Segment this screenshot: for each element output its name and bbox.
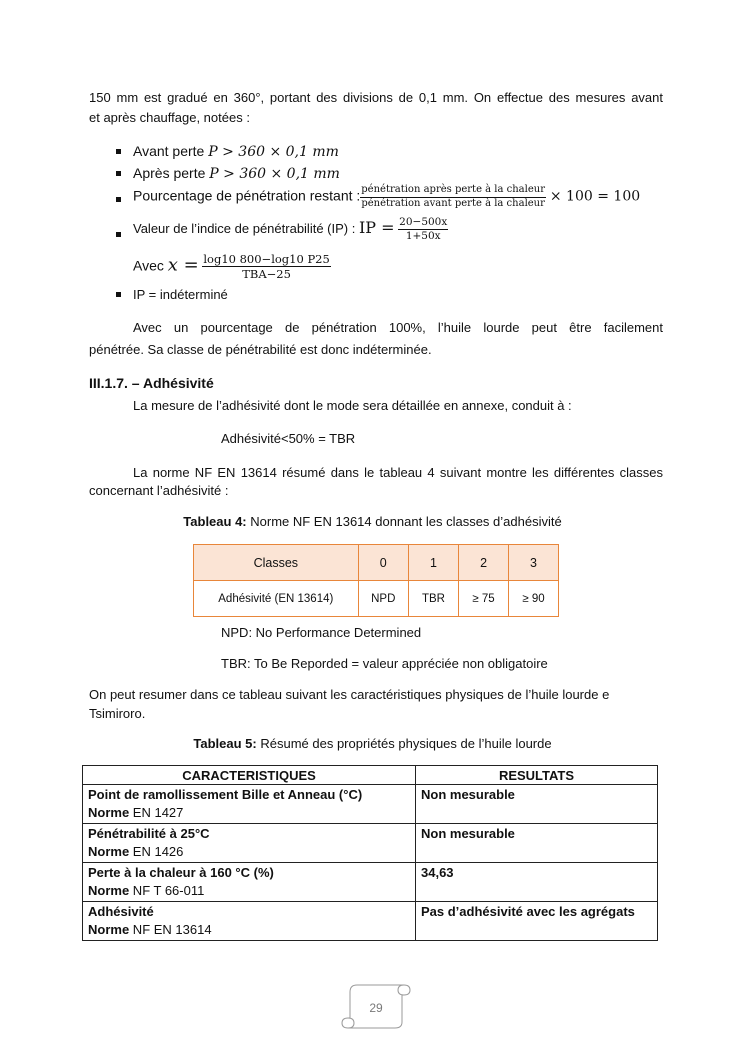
pourcentage-numerator: pénétration après perte à la chaleur bbox=[360, 184, 546, 198]
section-heading: III.1.7. – Adhésivité bbox=[89, 375, 214, 391]
table5-row bbox=[83, 863, 658, 902]
bullet-avant-perte bbox=[133, 143, 339, 160]
bullet-ip bbox=[133, 216, 448, 243]
para1-line-2: pénétrée. Sa classe de pénétrabilité est donc indéterminée. bbox=[89, 342, 432, 357]
section-para-line-1: La norme NF EN 13614 résumé dans le tableau 4 suivant montre les différentes classes bbox=[133, 465, 663, 480]
bullet-marker bbox=[116, 292, 121, 297]
table5-norm-label: Norme bbox=[88, 805, 130, 820]
table4-cell: TBR bbox=[408, 581, 458, 617]
table5-result: Non mesurable bbox=[416, 785, 658, 824]
bullet-apres-perte-formula: P > 360 × 0,1 mm bbox=[209, 166, 340, 182]
table5-caption-text: Résumé des propriétés physiques de l’huile lourde bbox=[256, 736, 552, 751]
table5-result: 34,63 bbox=[416, 863, 658, 902]
section-para-line-2: concernant l’adhésivité : bbox=[89, 483, 229, 498]
table4 bbox=[193, 544, 559, 617]
table5-norm-label: Norme bbox=[88, 922, 130, 937]
para2-line-1: On peut resumer dans ce tableau suivant les caractéristiques physiques de l’huile lourde e bbox=[89, 687, 610, 702]
table4-header-row bbox=[194, 545, 559, 581]
table4-header-cell: 1 bbox=[408, 545, 458, 581]
bullet-apres-perte-label: Après perte bbox=[133, 165, 210, 181]
table5-header-characteristics: CARACTERISTIQUES bbox=[83, 766, 416, 785]
table5-row bbox=[83, 824, 658, 863]
table5-characteristic-cell bbox=[83, 902, 416, 941]
table5-norm-value: EN 1427 bbox=[129, 805, 184, 820]
table5-norm-value: NF T 66-011 bbox=[129, 883, 205, 898]
ip-denominator: 1+50x bbox=[405, 230, 441, 243]
table5-caption bbox=[0, 736, 745, 751]
table5-characteristic: Point de ramollissement Bille et Anneau (°C) bbox=[88, 787, 363, 802]
table5-characteristic: Adhésivité bbox=[88, 904, 154, 919]
table5-result: Pas d’adhésivité avec les agrégats bbox=[416, 902, 658, 941]
table5-norm bbox=[88, 921, 410, 939]
bullet-marker bbox=[116, 149, 121, 154]
bullet-ip-label: Valeur de l’indice de pénétrabilité (IP) : bbox=[133, 221, 359, 237]
bullet-pourcentage-label: Pourcentage de pénétration restant : bbox=[133, 187, 361, 204]
bullet-avant-perte-formula: P > 360 × 0,1 mm bbox=[208, 144, 339, 160]
ip-fraction bbox=[398, 216, 448, 243]
table4-caption bbox=[0, 514, 745, 529]
table5-norm-label: Norme bbox=[88, 883, 130, 898]
pourcentage-denominator: pénétration avant perte à la chaleur bbox=[361, 197, 545, 209]
table5-characteristic-cell bbox=[83, 863, 416, 902]
table5-header-results: RESULTATS bbox=[416, 766, 658, 785]
table5-characteristic: Perte à la chaleur à 160 °C (%) bbox=[88, 865, 274, 880]
table5-characteristic-cell bbox=[83, 824, 416, 863]
table4-cell: NPD bbox=[358, 581, 408, 617]
intro-line-2: et après chauffage, notées : bbox=[89, 110, 250, 125]
table5-row bbox=[83, 785, 658, 824]
table5-characteristic: Pénétrabilité à 25°C bbox=[88, 826, 210, 841]
bullet-marker bbox=[116, 171, 121, 176]
table4-caption-label: Tableau 4: bbox=[183, 514, 247, 529]
table5-result: Non mesurable bbox=[416, 824, 658, 863]
table4-note-npd: NPD: No Performance Determined bbox=[221, 625, 422, 640]
table5-row bbox=[83, 902, 658, 941]
table5-norm-value: NF EN 13614 bbox=[129, 922, 212, 937]
table4-caption-text: Norme NF EN 13614 donnant les classes d’adhésivité bbox=[246, 514, 562, 529]
avec-formula bbox=[133, 252, 331, 282]
table5-norm bbox=[88, 804, 410, 822]
pourcentage-fraction bbox=[360, 184, 546, 210]
adhesivite-formula: Adhésivité<50% = TBR bbox=[221, 431, 356, 446]
section-line-1: La mesure de l’adhésivité dont le mode sera détaillée en annexe, conduit à : bbox=[133, 398, 572, 413]
table4-header-cell: Classes bbox=[194, 545, 359, 581]
para2-line-2: Tsimiroro. bbox=[89, 706, 146, 721]
bullet-ip-indetermine: IP = indéterminé bbox=[133, 287, 228, 302]
table4-header-cell: 2 bbox=[459, 545, 509, 581]
table5-characteristic-cell bbox=[83, 785, 416, 824]
ip-lhs: IP = bbox=[358, 218, 395, 238]
pourcentage-result: × 100 = 100 bbox=[549, 188, 641, 205]
bullet-pourcentage bbox=[133, 184, 640, 210]
bullet-marker bbox=[116, 232, 121, 237]
table5-norm-value: EN 1426 bbox=[129, 844, 184, 859]
table5 bbox=[82, 765, 658, 941]
table5-norm bbox=[88, 882, 410, 900]
table4-cell: ≥ 75 bbox=[459, 581, 509, 617]
avec-numerator: log10 800−log10 P25 bbox=[203, 252, 330, 266]
table5-norm-label: Norme bbox=[88, 844, 130, 859]
table4-cell: ≥ 90 bbox=[509, 581, 559, 617]
ip-numerator: 20−500x bbox=[398, 216, 448, 230]
table5-norm bbox=[88, 843, 410, 861]
table4-header-cell: 3 bbox=[509, 545, 559, 581]
page-number-scroll bbox=[340, 982, 412, 1032]
bullet-marker bbox=[116, 197, 121, 202]
avec-label: Avec bbox=[133, 257, 168, 274]
para1-line-1: Avec un pourcentage de pénétration 100%, l’huile lourde peut être facilement bbox=[133, 320, 663, 335]
avec-variable: x = bbox=[167, 254, 199, 276]
bullet-apres-perte bbox=[133, 165, 340, 182]
table4-cell: Adhésivité (EN 13614) bbox=[194, 581, 359, 617]
table5-caption-label: Tableau 5: bbox=[193, 736, 257, 751]
table5-header-row bbox=[83, 766, 658, 785]
avec-fraction bbox=[202, 252, 330, 282]
table4-row bbox=[194, 581, 559, 617]
page-number: 29 bbox=[369, 1001, 383, 1015]
bullet-avant-perte-label: Avant perte bbox=[133, 143, 209, 159]
table4-header-cell: 0 bbox=[358, 545, 408, 581]
intro-line-1: 150 mm est gradué en 360°, portant des divisions de 0,1 mm. On effectue des mesures avant bbox=[89, 90, 663, 105]
table4-note-tbr: TBR: To Be Reporded = valeur appréciée non obligatoire bbox=[221, 656, 548, 671]
avec-denominator: TBA−25 bbox=[242, 267, 291, 282]
